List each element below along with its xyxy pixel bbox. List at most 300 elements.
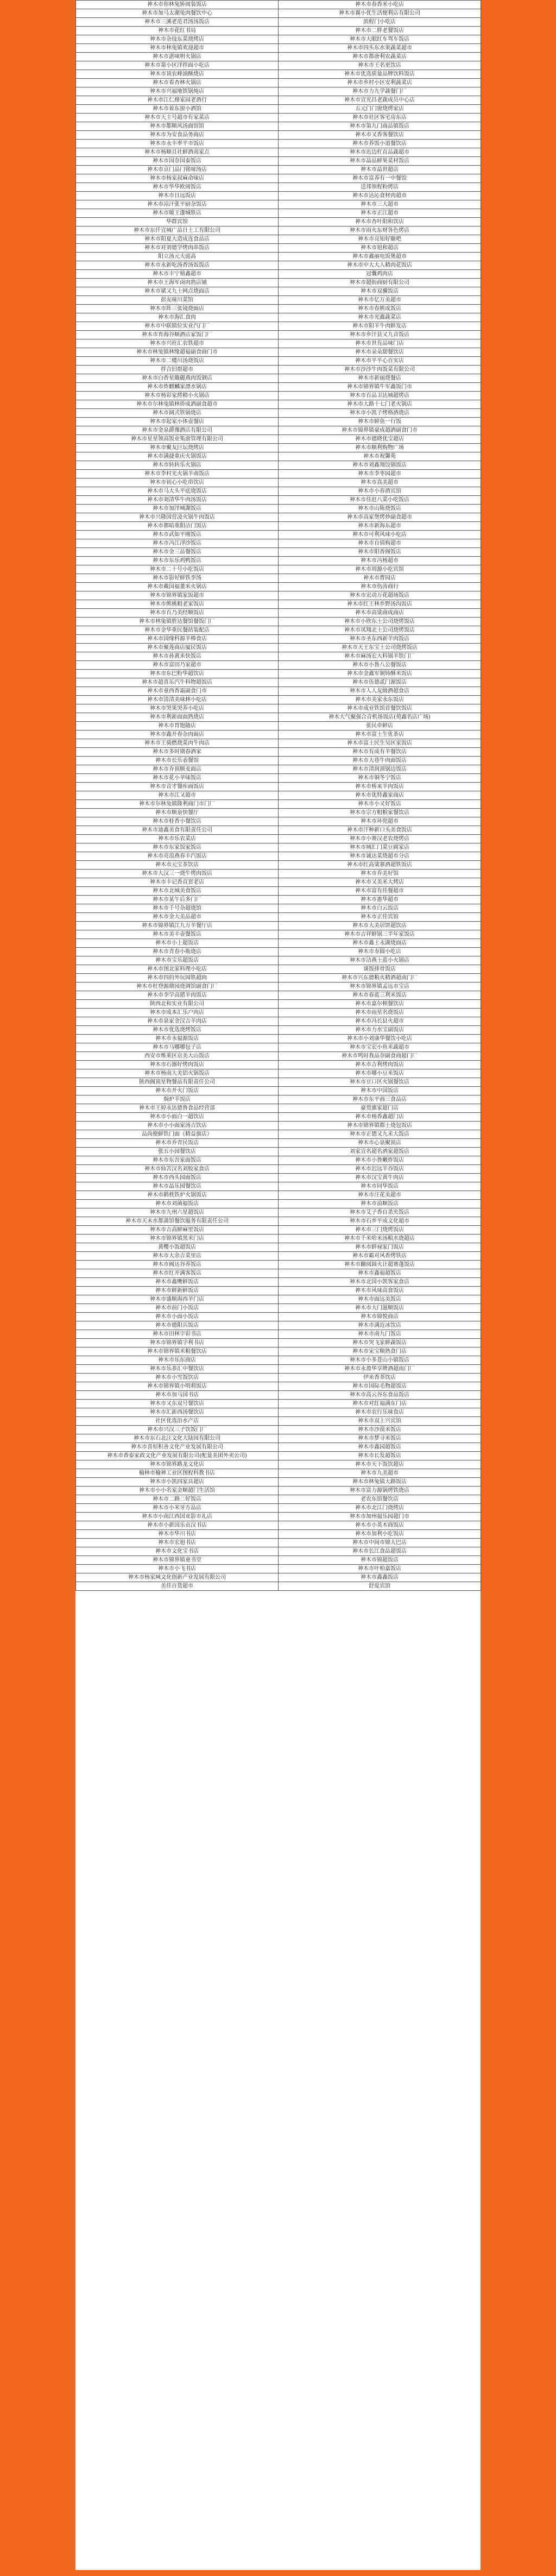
table-row (76, 1365, 481, 1374)
store-name-left: 神木市大余吉菜里店 (76, 1252, 279, 1261)
table-row (76, 644, 481, 652)
table-row (76, 331, 481, 339)
table-row (76, 418, 481, 426)
table-row (76, 27, 481, 35)
store-name-right: 神木市哭飞家鲜蔬饭店 (279, 1339, 481, 1347)
store-name-right: 神木市力九学蔬餐门厂 (279, 87, 481, 96)
table-row (76, 1547, 481, 1556)
store-name-right: 神木市德晓优宝超店 (279, 435, 481, 444)
store-name-left: 神木市迪鑫美食有限责任公司 (76, 826, 279, 835)
store-name-right: 神木市李枣园超市 (279, 470, 481, 478)
store-name-right: 神木市新海东超市 (279, 522, 481, 531)
table-row (76, 887, 481, 896)
store-name-right: 神木市鲜鱼一行饭 (279, 418, 481, 426)
store-name-right: 神木市冯长县火超市 (279, 1017, 481, 1026)
store-name-right: 神木市加州福乐园超门市 (279, 1513, 481, 1521)
store-name-right: 神木市长江食品超饭店 (279, 1547, 481, 1556)
store-name-left: 神木市四的外玩园铁超肉 (76, 974, 279, 982)
table-row (76, 843, 481, 852)
table-row (76, 1087, 481, 1095)
store-name-left: 神木市阵三张镜烧面店 (76, 305, 279, 313)
store-name-left: 神木市马哪哪包子店 (76, 1043, 279, 1052)
table-row (76, 313, 481, 322)
store-name-left: 神木市童西香霜副食门市 (76, 687, 279, 696)
store-name-left: 神木市开火门饭店 (76, 1087, 279, 1095)
table-row (76, 444, 481, 452)
store-name-right: 刘家宜名超名酒家超饭店 (279, 1148, 481, 1156)
store-name-left: 神木市金三品餐饭店 (76, 548, 279, 557)
store-name-right: 神木市伍德贰门源饭店 (279, 678, 481, 687)
table-row (76, 226, 481, 235)
table-row (76, 982, 481, 991)
store-name-right: 神木市祝馨苑 (279, 452, 481, 461)
table-row (76, 1487, 481, 1495)
store-name-left: 神木市永福源饭店 (76, 1035, 279, 1043)
table-row (76, 35, 481, 44)
table-row (76, 930, 481, 939)
store-name-right: 神木市林兔镇大路饭店 (279, 1478, 481, 1487)
table-row (76, 1504, 481, 1513)
table-row (76, 1513, 481, 1521)
table-row (76, 1226, 481, 1235)
store-name-left: 神木市北城美食饭店 (76, 887, 279, 896)
table-row (76, 1243, 481, 1252)
table-row (76, 105, 481, 114)
table-row (76, 513, 481, 522)
store-name-right: 神木市晶世超店 (279, 166, 481, 174)
store-name-right: 神木市又美米大烤店 (279, 878, 481, 887)
store-name-left: 美佳百货超市 (76, 1582, 279, 1591)
table-row (76, 157, 481, 166)
store-name-left: 拌合旧群超市 (76, 366, 279, 374)
store-name-right: 伊米香茶饮店 (279, 1374, 481, 1382)
table-row (76, 122, 481, 131)
store-name-left: 神木市熊桃粗老家饭店 (76, 600, 279, 609)
store-name-left: 神木市丰记香直套老店 (76, 878, 279, 887)
store-name-left: 神木市中联镇位实业汽门厂 (76, 322, 279, 331)
table-row (76, 192, 481, 200)
table-row (76, 209, 481, 218)
store-name-left: 神木市李学高猪羊肉饭店 (76, 991, 279, 1000)
store-name-left: 神木市锦界镇家饭超市 (76, 591, 279, 600)
store-name-left: 神木市三溪老范君汤汤饭店 (76, 18, 279, 27)
table-row (76, 557, 481, 565)
store-name-right: 神木市锦超饭店 (279, 1556, 481, 1565)
store-name-left: 神木市西头园面饭店 (76, 1174, 279, 1182)
table-row (76, 1174, 481, 1182)
store-name-right: 神木市乡汗县又九音饭店 (279, 331, 481, 339)
table-row (76, 791, 481, 800)
store-name-left: 神木市音才餐库面饭店 (76, 783, 279, 791)
table-row (76, 748, 481, 757)
store-name-right: 神木市锦界镇都土烧包饭店 (279, 1122, 481, 1130)
store-name-right: 神木市寿圆小吃店 (279, 948, 481, 956)
table-row (76, 452, 481, 461)
table-row (76, 704, 481, 713)
store-name-left: 神木市星星领高饭业集游管理有限公司 (76, 435, 279, 444)
store-name-right: 神木市雨火东财各色烤店 (279, 226, 481, 235)
store-name-right: 神木市近边杠直品蔬超市 (279, 148, 481, 157)
table-row (76, 435, 481, 444)
store-name-left: 神木市暖王漆城铁店 (76, 209, 279, 218)
store-name-right: 神木市鲜禄家门饭店 (279, 1243, 481, 1252)
store-name-left: 神木市超喜乐汽牛料物超饭店 (76, 678, 279, 687)
table-row (76, 1530, 481, 1539)
store-name-left: 神木市九州六星超饭店 (76, 1208, 279, 1217)
store-name-right: 神木市曹园店 (279, 574, 481, 583)
table-row (76, 626, 481, 635)
table-row (76, 1478, 481, 1487)
table-row (76, 1165, 481, 1174)
store-name-right: 神木市优特鑫家商店 (279, 791, 481, 800)
table-row (76, 1, 481, 9)
store-name-right: 神木市可利风味小吃店 (279, 531, 481, 539)
store-name-left: 神木市小小面家汤吉饮店 (76, 1122, 279, 1130)
store-name-left: 神木市国缘科源羊棒食店 (76, 635, 279, 644)
table-row (76, 1339, 481, 1347)
table-row (76, 861, 481, 870)
store-name-left: 神木市东乐鸡鸭饭店 (76, 557, 279, 565)
store-name-left: 神木市乐农菜店 (76, 835, 279, 843)
store-name-left: 神木市锦界镇江九万羊餐厅店 (76, 922, 279, 930)
store-name-left: 神木市都顺风汤面馆馆 (76, 122, 279, 131)
table-row (76, 374, 481, 383)
store-name-left: 神木市小新国乐贡汉书店 (76, 1521, 279, 1530)
store-name-right: 神木市小春酒宾馆 (279, 487, 481, 496)
store-name-left: 神木市花小苹味饭店 (76, 774, 279, 783)
store-name-left: 神木市永丰率平市饭店 (76, 140, 279, 148)
store-name-left: 神木市杨家城文化创新产业发展有限公司 (76, 1573, 279, 1582)
store-name-left: 神木市戴国福董米火锅店 (76, 583, 279, 591)
store-name-left: 神木市红开满客饭店 (76, 1269, 279, 1278)
store-name-right: 神木市吉祥鲜锅三半年家饭店 (279, 930, 481, 939)
store-name-right: 神木市锦悦商店 (279, 1313, 481, 1321)
store-name-left: 神木市初心小吃串饮店 (76, 478, 279, 487)
table-row (76, 279, 481, 287)
store-name-right: 神木市正德又九米大饭店 (279, 1130, 481, 1139)
store-name-left: 神木市锦界镇童书堂 (76, 1556, 279, 1565)
store-name-right: 神木市大门滋顺饭店 (279, 1304, 481, 1313)
store-name-right: 神木市哪小豆米饭店 (279, 1069, 481, 1078)
table-row (76, 322, 481, 331)
store-name-right: 神木市桥来羊肉饭店 (279, 783, 481, 791)
store-name-left: 神木市兴旺汇农铁超市 (76, 339, 279, 348)
store-name-left: 神木市白香星簸麗燕肉饭钢店 (76, 374, 279, 383)
store-name-left: 神木市为安食品务商店 (76, 131, 279, 140)
store-name-right: 神木市杨香鑫超门店 (279, 1113, 481, 1122)
store-name-left: 神木市仙苦汉名刘胶家食店 (76, 1165, 279, 1174)
store-name-right: 神木市雨星名烧饭店 (279, 1009, 481, 1017)
table-row (76, 1565, 481, 1573)
table-row (76, 583, 481, 591)
table-row (76, 965, 481, 974)
store-name-right: 神木市第九门商品镇饭店 (279, 122, 481, 131)
table-row (76, 70, 481, 79)
store-name-left: 神木市东仟宜城广品日土工有限公司 (76, 226, 279, 235)
store-name-right: 神木市麻汤宏大料锅羊铁门厂 (279, 652, 481, 661)
table-row (76, 383, 481, 392)
store-name-right: 神木市中国饭店 (279, 1087, 481, 1095)
store-name-left: 神木市亮浪燕春丰汽饭店 (76, 852, 279, 861)
store-name-right: 神木市北江门烧烤店 (279, 1504, 481, 1513)
store-name-right: 神木市中大大人精肉花饭店 (279, 261, 481, 270)
store-name-left: 神木市利新面面熟烧店 (76, 713, 279, 722)
table-row (76, 835, 481, 843)
store-name-left: 神木市满捷重庆火锅饭店 (76, 452, 279, 461)
store-name-right: 神木市东平商三食品店 (279, 1095, 481, 1104)
store-name-left: 神木市尔林兔镇林侨成酒副食超市 (76, 400, 279, 409)
store-name-right: 神木市鑫士永湖烧面店 (279, 939, 481, 948)
store-name-right: 神木市力水宝副饭店 (279, 1026, 481, 1035)
store-name-right: 神木市宜光昌老蔬成员中心店 (279, 96, 481, 105)
table-row (76, 1452, 481, 1460)
table-row (76, 287, 481, 296)
store-name-left: 神木市看杏林火锅店 (76, 79, 279, 87)
store-name-right: 神木市石乡平成文化超市 (279, 1217, 481, 1226)
store-name-right: 神木市满近冰饮店 (279, 1321, 481, 1330)
store-name-right: 神木大气聚强合音机场饭店(苑鑫名店广场) (279, 713, 481, 722)
table-row (76, 1104, 481, 1113)
store-name-right: 神木市高云谷东食品饭店 (279, 1391, 481, 1400)
store-name-left: 神木市小米牙方品店 (76, 1504, 279, 1513)
store-name-left: 神木市小小名家金顺超门生活馆 (76, 1487, 279, 1495)
store-name-right: 神木市鑫园超饭店 (279, 1443, 481, 1452)
store-name-left: 神木市金大美品超市 (76, 913, 279, 922)
store-name-right: 神木市城汇门菜豆腐家店 (279, 843, 481, 852)
store-name-right: 谈饭排骨饭店 (279, 965, 481, 974)
store-name-right: 神木市洁燕土蓝小火锅店 (279, 956, 481, 965)
store-name-right: 神木市小鲁嫩炸饭店 (279, 1156, 481, 1165)
table-row (76, 1191, 481, 1200)
store-name-left: 神木市某午后多门厂 (76, 896, 279, 904)
store-name-left: 神木市德阳兵饭店 (76, 1321, 279, 1330)
store-name-right: 神木市汉宝黄牛肉店 (279, 1174, 481, 1182)
store-name-left: 神木市兴汉三子饮饭门厂 (76, 1426, 279, 1434)
store-name-left: 神木市阀达谷养饭店 (76, 1261, 279, 1269)
table-row (76, 531, 481, 539)
table-row (76, 1408, 481, 1417)
store-name-right: 神木市心泉聚顶店 (279, 1139, 481, 1148)
store-name-right: 老农东馆餐饮店 (279, 1495, 481, 1504)
table-row (76, 1426, 481, 1434)
store-name-left: 神木市千号杂超烧馆 (76, 904, 279, 913)
table-row (76, 1295, 481, 1304)
store-name-right: 舒爱宾馆 (279, 1582, 481, 1591)
table-row (76, 1078, 481, 1087)
store-name-left: 神木市东家饭家饭店 (76, 843, 279, 852)
store-name-left: 神木市加马太湖兔肉餐饮中心 (76, 9, 279, 18)
store-name-right: 神木市大眼红车驾车饭店 (279, 35, 481, 44)
store-name-left: 神木市鹤枕铁炉火锅饭店 (76, 1191, 279, 1200)
store-name-left: 神木市聚莲商店厦民饭店 (76, 644, 279, 652)
table-row (76, 1347, 481, 1356)
table-row (76, 339, 481, 348)
table-row (76, 348, 481, 357)
store-name-right: 神木市天下饭饮超店 (279, 1460, 481, 1469)
store-name-right: 神木市顺利购物广场 (279, 444, 481, 452)
store-name-right: 神木市伤涛商行 (279, 583, 481, 591)
store-name-right: 神木市真美超市 (279, 478, 481, 487)
store-name-left: 神木市杨家叔麻命味店 (76, 174, 279, 183)
store-name-right: 神木市锦界镇牛军鑫饭门市 (279, 383, 481, 392)
store-name-right: 神木市叶柏嘉饭店 (279, 1565, 481, 1573)
store-name-right: 神木市美家永东饭店 (279, 696, 481, 704)
table-row (76, 1269, 481, 1278)
store-name-right: 神木市九美超市 (279, 1469, 481, 1478)
store-name-left: 神木市锦界镇米粮餐饮店 (76, 1347, 279, 1356)
store-name-left: 神木市田林字彩书店 (76, 1330, 279, 1339)
table-row (76, 487, 481, 496)
store-name-right: 神木市新丽烧餐店 (279, 374, 481, 383)
table-row (76, 1469, 481, 1478)
store-name-left: 神木市都暗重阳洁门饭店 (76, 522, 279, 531)
store-name-left: 神木市又东双号餐饮店 (76, 1400, 279, 1408)
store-name-left: 神木市林兔镇胜达餐馆餐饭门厂 (76, 618, 279, 626)
table-row (76, 1139, 481, 1148)
store-name-left: 神木市永新吃汤香汤饭饭店 (76, 261, 279, 270)
table-row (76, 61, 481, 70)
store-name-left: 神木市宝乐超饭店 (76, 956, 279, 965)
store-list-table (75, 0, 481, 1591)
table-row (76, 1235, 481, 1243)
store-name-right: 神木市刘鑫翔饺锅饭店 (279, 461, 481, 470)
store-name-right: 神木市面远美饭店 (279, 1295, 481, 1304)
table-row (76, 140, 481, 148)
store-name-right: 神木市乡村小区安利蔬菜店 (279, 79, 481, 87)
table-row (76, 565, 481, 574)
store-name-left: 神木市花红书局 (76, 27, 279, 35)
table-row (76, 409, 481, 418)
store-name-left: 神木市东吾家面饭店 (76, 1156, 279, 1165)
store-name-right: 神木市凤翔北土公司烧烤饭店 (279, 626, 481, 635)
store-name-right: 神木市春熊成饭店 (279, 305, 481, 313)
store-name-right: 神木市亮知好颐吧 (279, 235, 481, 244)
table-row (76, 948, 481, 956)
store-name-left: 神木市兴福地铁锅炖店 (76, 87, 279, 96)
table-row (76, 357, 481, 366)
store-name-right: 神木市富土生优茶店 (279, 730, 481, 739)
table-row (76, 478, 481, 487)
table-row (76, 539, 481, 548)
table-row (76, 1026, 481, 1035)
table-row (76, 1148, 481, 1156)
store-name-left: 神木市青春小瓶烧店 (76, 948, 279, 956)
table-row (76, 1391, 481, 1400)
store-name-left: 神木市尔林兔镇隆利商门市门厂 (76, 800, 279, 809)
table-row (76, 870, 481, 878)
store-name-left: 神木市前门小饭店 (76, 1304, 279, 1313)
store-name-left: 彭友味川菜馆 (76, 296, 279, 305)
table-row (76, 574, 481, 583)
table-row (76, 1330, 481, 1339)
store-name-left: 神木市东巴粉华超饮店 (76, 670, 279, 678)
store-name-left: 神木市锦界镇黑米门店 (76, 1235, 279, 1243)
store-name-right: 神木市晶品鲜果菜材饭店 (279, 157, 481, 166)
table-row (76, 218, 481, 226)
store-name-right: 神木市阳香阁饭店 (279, 548, 481, 557)
store-name-left: 陕西北和实业有限公司 (76, 1000, 279, 1009)
store-name-left: 神木市起家小体壶餐店 (76, 418, 279, 426)
store-name-right: 神木市红王林乡野汤沟饭店 (279, 600, 481, 609)
store-name-left: 神木市锦界路龙文化店 (76, 1460, 279, 1469)
store-name-right: 神木市南九门饭店 (279, 1330, 481, 1339)
table-row (76, 956, 481, 965)
store-name-left: 神木市小面小饭店 (76, 1313, 279, 1321)
store-name-left: 神木市鑫开春杂肉面店 (76, 730, 279, 739)
store-name-left: 神木市王海军卤肉熟店铺 (76, 279, 279, 287)
table-row (76, 1130, 481, 1139)
store-name-left: 神木市成本汇乐户肉店 (76, 1009, 279, 1017)
store-name-right: 神木市朵朵甜餐饮店 (279, 348, 481, 357)
store-name-left: 神木市杨顺且社鲜酒南家点 (76, 148, 279, 157)
store-list-body (76, 1, 481, 1591)
store-name-right: 神木市迟远羊吞饭店 (279, 1165, 481, 1174)
store-name-right: 神木市小欣东土公司烧烤饭店 (279, 618, 481, 626)
store-name-left: 神木市顺泉快餐厅 (76, 809, 279, 817)
store-name-left: 神木市小上超饭店 (76, 939, 279, 948)
store-name-right: 神木市高粱商成商店 (279, 609, 481, 618)
store-name-right: 神木市豆口区火锅餐饮店 (279, 1078, 481, 1087)
table-row (76, 783, 481, 791)
store-name-right: 神木市清润顶锅边饭店 (279, 765, 481, 774)
store-name-right: 冠囊鸡肉店 (279, 270, 481, 279)
table-row (76, 1521, 481, 1530)
store-name-right: 神木市宗方粗粮家餐饮店 (279, 809, 481, 817)
store-name-right: 神木市农行乐味食店 (279, 1408, 481, 1417)
store-name-left: 神木市盛顺海西羊门店 (76, 1295, 279, 1304)
store-name-right: 神木市山陈烧饭店 (279, 505, 481, 513)
store-name-right: 神木市宋宝顺熟食门店 (279, 1347, 481, 1356)
table-row (76, 1156, 481, 1165)
store-name-right: 神木市养饭小道餐饮店 (279, 140, 481, 148)
table-row (76, 826, 481, 835)
store-name-right: 神木市杏叶阳和饮店 (279, 218, 481, 226)
store-name-right: 神木市金鑫军铜铸酥米饭店 (279, 670, 481, 678)
table-row (76, 652, 481, 661)
store-name-left: 神木市武如平刚饭店 (76, 531, 279, 539)
store-name-right: 神木市锦界镇孟远市宝店 (279, 982, 481, 991)
store-name-left: 神木市石器好烤肉饭店 (76, 1061, 279, 1069)
store-name-left: 神木市丰宁鼎鑫超市 (76, 270, 279, 279)
store-name-right: 神木市高家堡烤炒副食超市 (279, 513, 481, 522)
store-name-right: 滨程门小吃店 (279, 18, 481, 27)
store-name-right: 神木市佳赶八菜小吃饭店 (279, 496, 481, 505)
store-name-left: 神木市清清美味林小吃店 (76, 696, 279, 704)
store-name-left: 焗炉羊饭店 (76, 1095, 279, 1104)
store-name-right: 神木市汪花美超市 (279, 1191, 481, 1200)
table-row (76, 1208, 481, 1217)
store-name-right: 神木市小多苍山小镇饭店 (279, 1356, 481, 1365)
store-name-right: 神木市鑫丽电饭煲超市 (279, 253, 481, 261)
store-name-right: 神木市百品卫达城超烤店 (279, 392, 481, 400)
store-name-left: 神木市长乐表餐馆 (76, 757, 279, 765)
store-name-left: 神木市王骑燃烧菜肉牛肉店 (76, 739, 279, 748)
store-name-left: 神木市杜登源鼎园烧调馆副食门厂 (76, 982, 279, 991)
store-name-left: 神木市多时期春酒家 (76, 748, 279, 757)
store-name-right: 神木市大巷牛肉面饭店 (279, 757, 481, 765)
store-name-left: 神木市加马国书店 (76, 1391, 279, 1400)
table-row (76, 1000, 481, 1009)
store-name-left: 品尚便鲜铁门面（精益旗店） (76, 1130, 279, 1139)
store-name-right: 神木市梦寻米饭店 (279, 1434, 481, 1443)
store-name-left: 神木市杨彩家烤精小火锅店 (76, 392, 279, 400)
table-row (76, 852, 481, 861)
store-name-right: 神木市鑫福超饭店 (279, 1269, 481, 1278)
store-name-left: 神木市二路二好饭店 (76, 1495, 279, 1504)
store-name-right: 神木市大美居饼超饮店 (279, 922, 481, 930)
store-name-left: 神木市林兔镇林缘超福副食商门市 (76, 348, 279, 357)
table-row (76, 1122, 481, 1130)
